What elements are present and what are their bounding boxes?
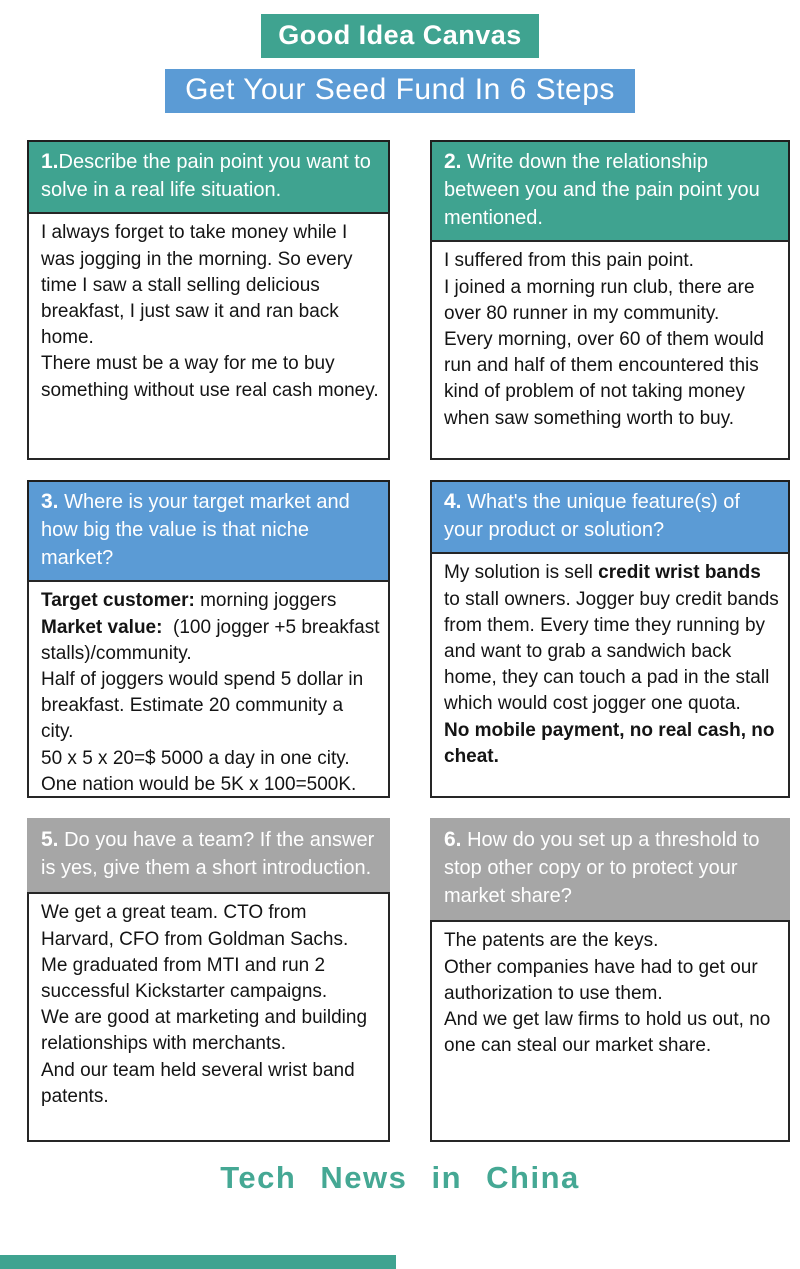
- step-box-5: [27, 818, 390, 1142]
- body-paragraph: [444, 718, 780, 770]
- step-box-header: [430, 140, 790, 242]
- bottom-accent-bar: [0, 1255, 396, 1269]
- body-paragraph: [41, 746, 380, 772]
- body-paragraph: [41, 1005, 380, 1057]
- text-segment: The patents are the keys.: [444, 930, 659, 952]
- step-box-6: [430, 818, 790, 1142]
- text-segment: I suffered from this pain point.: [444, 250, 694, 272]
- text-segment: to stall owners. Jogger buy credit bands from them. Every time they running by and want to grab a sandwich back home, they can touch a pad in the stall which would cost jogger one quota.: [444, 562, 785, 715]
- body-paragraph: [41, 351, 380, 403]
- step-title: Write down the relationship between you and the pain point you mentioned.: [444, 151, 760, 230]
- text-segment: morning joggers: [194, 590, 337, 612]
- body-paragraph: [41, 1058, 380, 1110]
- step-number: 1.: [41, 150, 59, 173]
- step-box-body: [430, 920, 790, 1142]
- text-segment: One nation would be 5K x 100=500K.: [41, 773, 357, 795]
- text-segment: Target customer:: [41, 590, 195, 612]
- step-title: Describe the pain point you want to solve in a real life situation.: [41, 151, 371, 202]
- step-box-header: [430, 818, 790, 920]
- step-box-header: [27, 480, 390, 582]
- body-paragraph: [444, 560, 785, 717]
- text-segment: Other companies have had to get our authorization to use them.: [444, 956, 763, 1004]
- step-box-body: [430, 552, 790, 798]
- text-segment: No mobile payment, no real cash, no cheat.: [444, 719, 780, 767]
- text-segment: credit wrist bands: [598, 562, 761, 584]
- step-box-2: [430, 140, 790, 460]
- step-box-header: [27, 140, 390, 214]
- body-paragraph: [41, 772, 380, 798]
- text-segment: And we get law firms to hold us out, no one can steal our market share.: [444, 1009, 776, 1057]
- text-segment: I always forget to take money while I was jogging in the morning. So every time I saw a stall selling delicious breakfast, I just saw it and ran back home.: [41, 222, 358, 349]
- step-box-body: [430, 240, 790, 460]
- step-box-header: [430, 480, 790, 554]
- step-title: Do you have a team? If the answer is yes, give them a short introduction.: [41, 829, 375, 880]
- step-box-body: [27, 580, 390, 798]
- body-paragraph: [444, 327, 780, 432]
- canvas-grid: [27, 140, 790, 1142]
- text-segment: (100 jogger +5 breakfast stalls)/community.: [41, 616, 385, 664]
- text-segment: We get a great team. CTO from Harvard, CFO from Goldman Sachs.: [41, 902, 349, 950]
- page-title: Good Idea Canvas: [261, 14, 539, 58]
- subtitle-row: [0, 69, 800, 113]
- body-paragraph: [41, 900, 380, 952]
- step-box-header: [27, 818, 390, 892]
- body-paragraph: [444, 928, 780, 954]
- header-area: [0, 0, 800, 113]
- step-number: 5.: [41, 828, 59, 851]
- text-segment: And our team held several wrist band patents.: [41, 1059, 360, 1107]
- body-paragraph: [444, 248, 780, 274]
- text-segment: Every morning, over 60 of them would run and half of them encountered this kind of problem of not taking money when saw something worth to buy.: [444, 329, 770, 429]
- step-title: Where is your target market and how big the value is that niche market?: [41, 491, 350, 570]
- step-title: How do you set up a threshold to stop other copy or to protect your market share?: [444, 829, 760, 908]
- text-segment: My solution is sell: [444, 562, 599, 584]
- body-paragraph: [41, 667, 380, 746]
- text-segment: There must be a way for me to buy something without use real cash money.: [41, 353, 379, 401]
- body-paragraph: [444, 955, 780, 1007]
- step-box-body: [27, 892, 390, 1142]
- step-box-3: [27, 480, 390, 798]
- step-number: 4.: [444, 490, 462, 513]
- step-box-4: [430, 480, 790, 798]
- footer-logo: Tech News in China: [220, 1160, 580, 1195]
- body-paragraph: [41, 953, 380, 1005]
- body-paragraph: [41, 220, 380, 351]
- text-segment: 50 x 5 x 20=$ 5000 a day in one city.: [41, 747, 350, 769]
- step-number: 3.: [41, 490, 59, 513]
- step-box-body: [27, 212, 390, 460]
- page-subtitle: Get Your Seed Fund In 6 Steps: [165, 69, 635, 113]
- step-title: What's the unique feature(s) of your product or solution?: [444, 491, 740, 542]
- text-segment: Market value:: [41, 616, 163, 638]
- body-paragraph: [41, 588, 380, 614]
- body-paragraph: [444, 275, 780, 327]
- text-segment: I joined a morning run club, there are over 80 runner in my community.: [444, 276, 760, 324]
- body-paragraph: [444, 1007, 780, 1059]
- step-number: 2.: [444, 150, 462, 173]
- text-segment: We are good at marketing and building relationships with merchants.: [41, 1007, 373, 1055]
- text-segment: Me graduated from MTI and run 2 successful Kickstarter campaigns.: [41, 954, 331, 1003]
- step-box-1: [27, 140, 390, 460]
- text-segment: Half of joggers would spend 5 dollar in breakfast. Estimate 20 community a city.: [41, 669, 369, 743]
- step-number: 6.: [444, 828, 462, 851]
- body-paragraph: [41, 615, 385, 667]
